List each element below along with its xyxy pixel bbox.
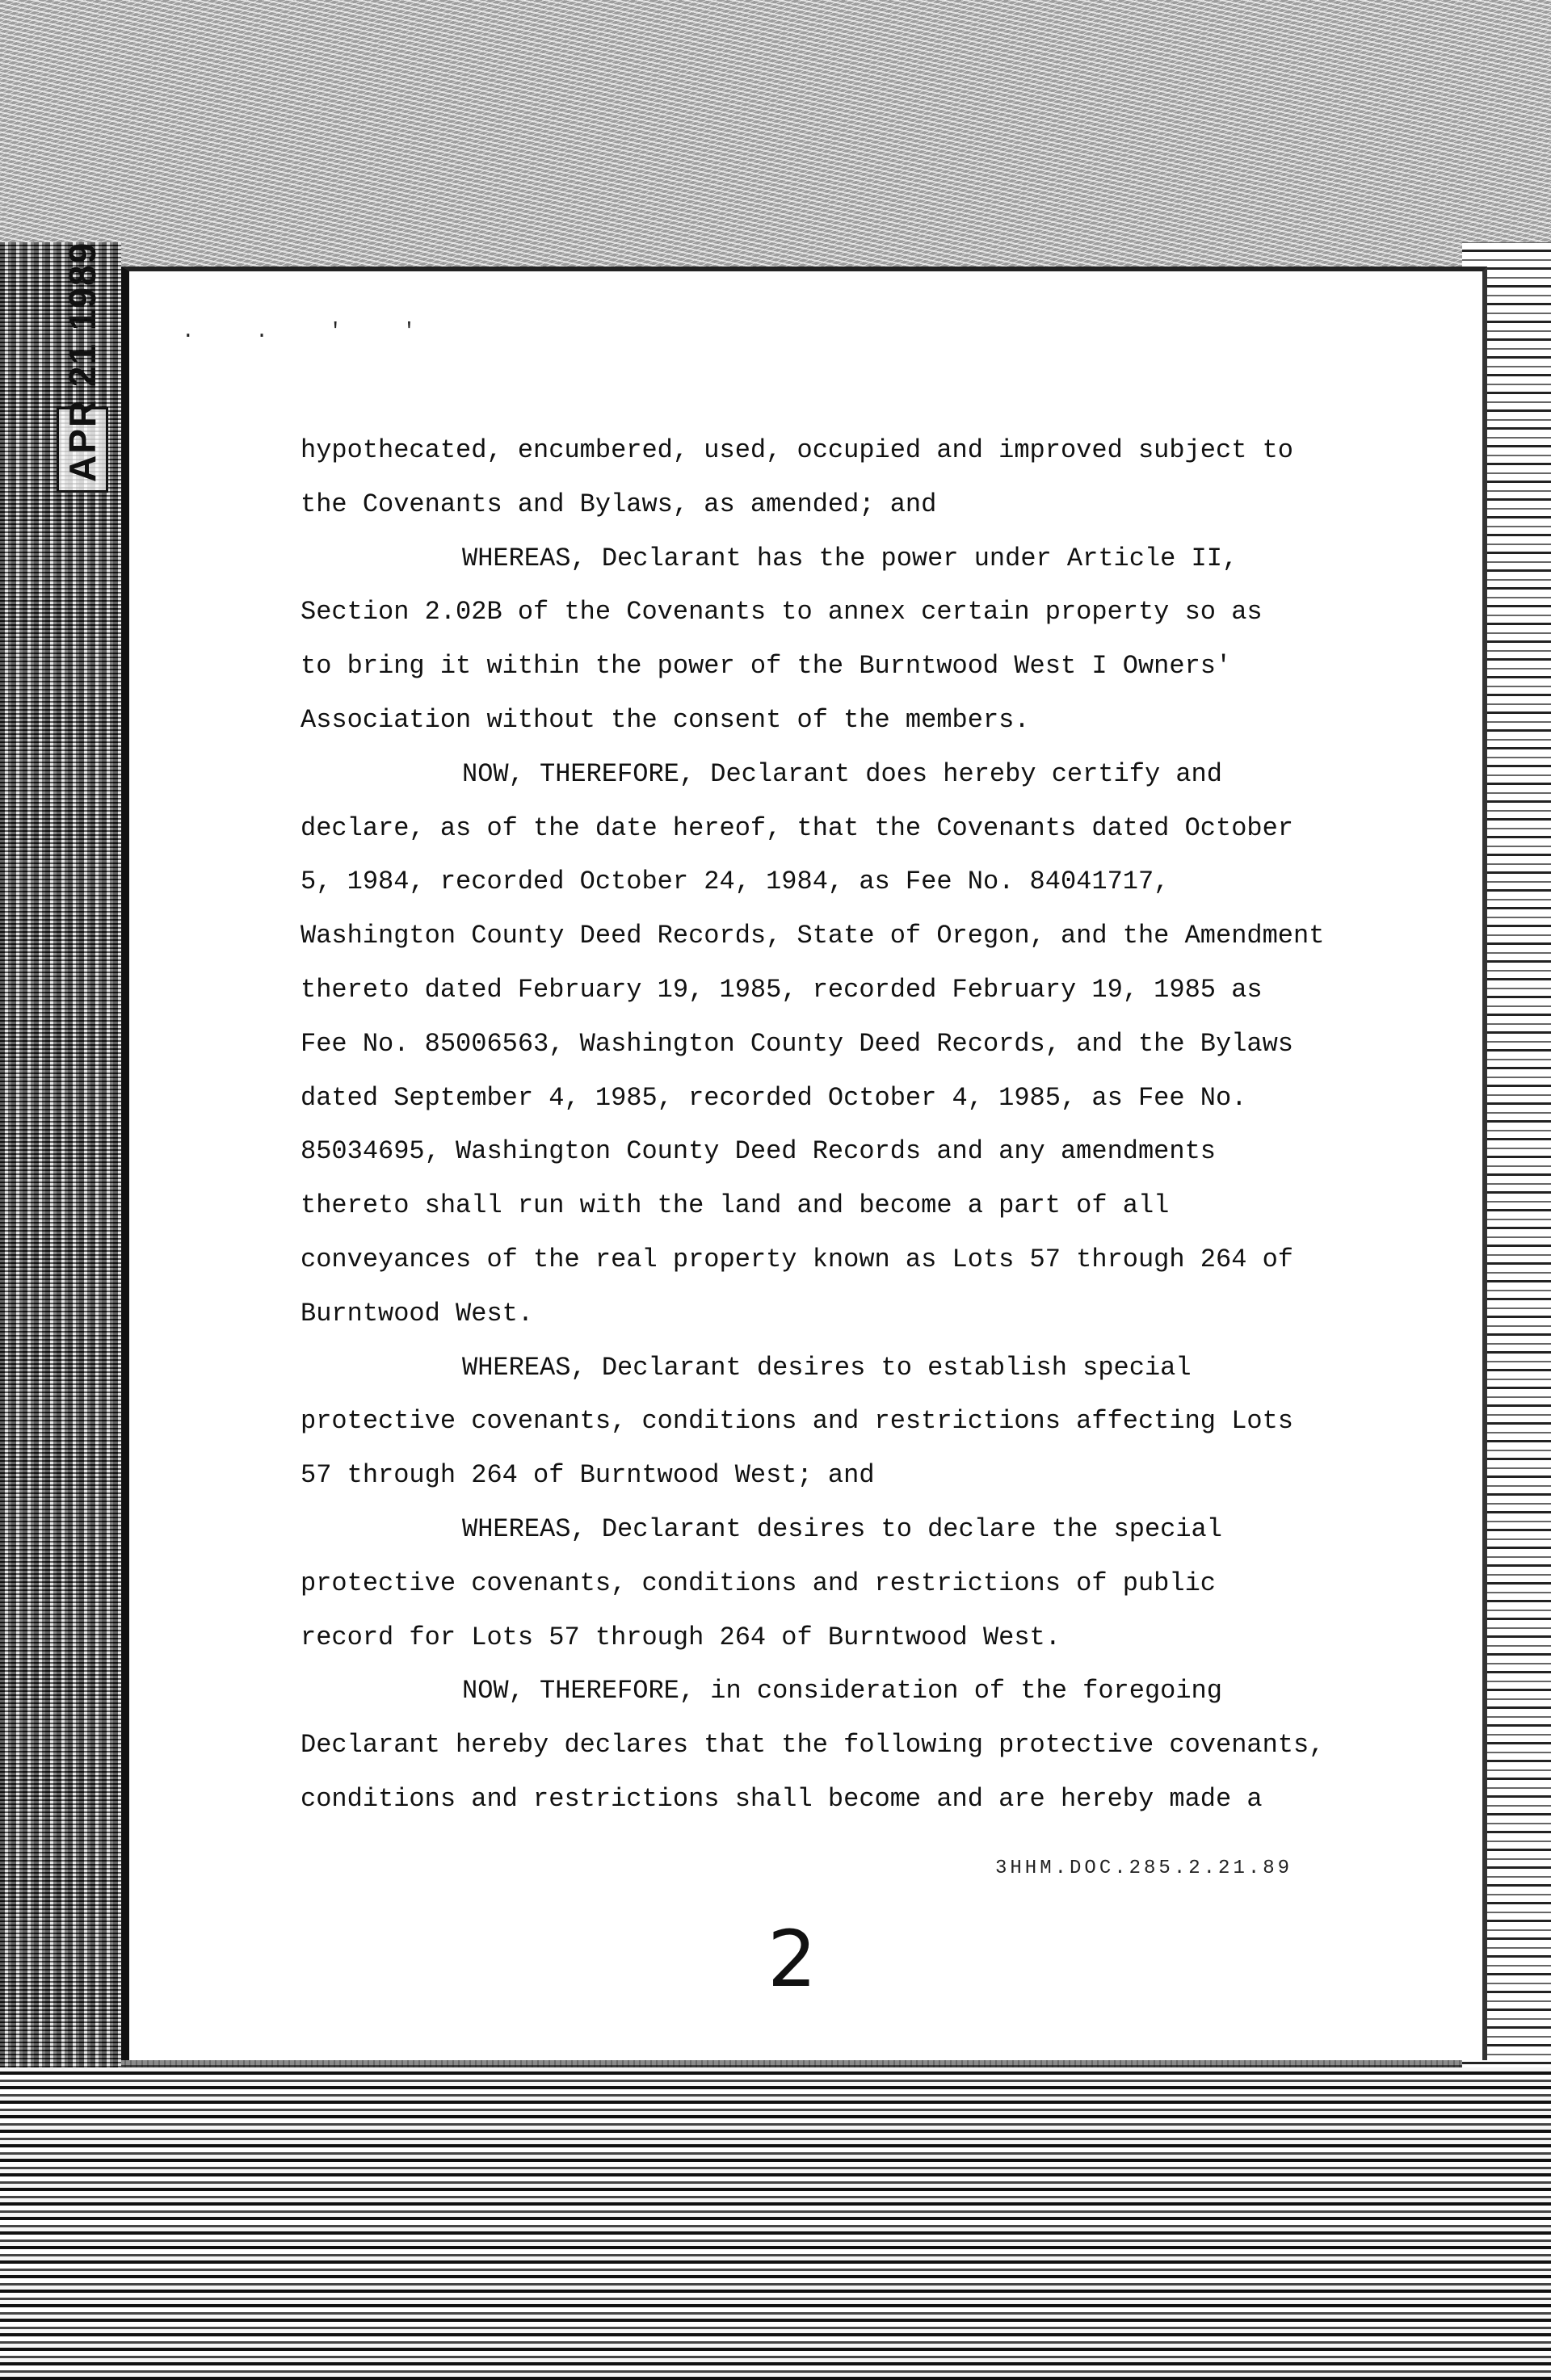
body-line: 57 through 264 of Burntwood West; and	[301, 1460, 875, 1491]
body-line: NOW, THEREFORE, in consideration of the foregoing	[462, 1676, 1222, 1706]
body-line: Fee No. 85006563, Washington County Deed Records, and the Bylaws	[301, 1028, 1293, 1059]
body-line: WHEREAS, Declarant desires to establish special	[462, 1352, 1192, 1383]
body-line: thereto shall run with the land and become a part of all	[301, 1190, 1170, 1221]
body-line: declare, as of the date hereof, that the Covenants dated October	[301, 812, 1293, 843]
document-code: 3HHM.DOC.285.2.21.89	[995, 1857, 1293, 1879]
body-line: NOW, THEREFORE, Declarant does hereby certify and	[462, 758, 1222, 789]
body-line: to bring it within the power of the Burntwood West I Owners'	[301, 651, 1232, 682]
body-line: protective covenants, conditions and restrictions of public	[301, 1568, 1216, 1598]
body-line: 85034695, Washington County Deed Records and any amendments	[301, 1136, 1216, 1167]
body-line: Declarant hereby declares that the following protective covenants,	[301, 1730, 1325, 1761]
body-line: WHEREAS, Declarant desires to declare the special	[462, 1513, 1222, 1544]
body-line: Section 2.02B of the Covenants to annex certain property so as	[301, 597, 1263, 628]
body-line: conditions and restrictions shall become and are hereby made a	[301, 1783, 1263, 1814]
document-body	[301, 424, 1375, 1827]
body-line: WHEREAS, Declarant has the power under Article II,	[462, 543, 1238, 573]
body-line: protective covenants, conditions and restrictions affecting Lots	[301, 1406, 1293, 1437]
body-line: dated September 4, 1985, recorded October 4, 1985, as Fee No.	[301, 1082, 1247, 1113]
date-stamp	[57, 407, 108, 493]
scan-noise-bottom	[0, 2067, 1551, 2380]
body-line: Washington County Deed Records, State of Oregon, and the Amendment	[301, 921, 1325, 951]
body-line: record for Lots 57 through 264 of Burntwood West.	[301, 1622, 1061, 1652]
body-line: Burntwood West.	[301, 1298, 534, 1329]
body-line: Association without the consent of the members.	[301, 704, 1030, 735]
page-number: 2	[767, 1914, 818, 2004]
scan-noise-left	[0, 242, 121, 2100]
body-line: hypothecated, encumbered, used, occupied and improved subject to	[301, 435, 1293, 465]
scan-noise-top	[0, 0, 1551, 267]
body-line: conveyances of the real property known as Lots 57 through 264 of	[301, 1244, 1293, 1274]
header-specks: . . ' '	[182, 319, 440, 343]
body-line: thereto dated February 19, 1985, recorded February 19, 1985 as	[301, 974, 1263, 1005]
body-line: the Covenants and Bylaws, as amended; and	[301, 489, 937, 519]
body-line: 5, 1984, recorded October 24, 1984, as Fee No. 84041717,	[301, 867, 1170, 897]
